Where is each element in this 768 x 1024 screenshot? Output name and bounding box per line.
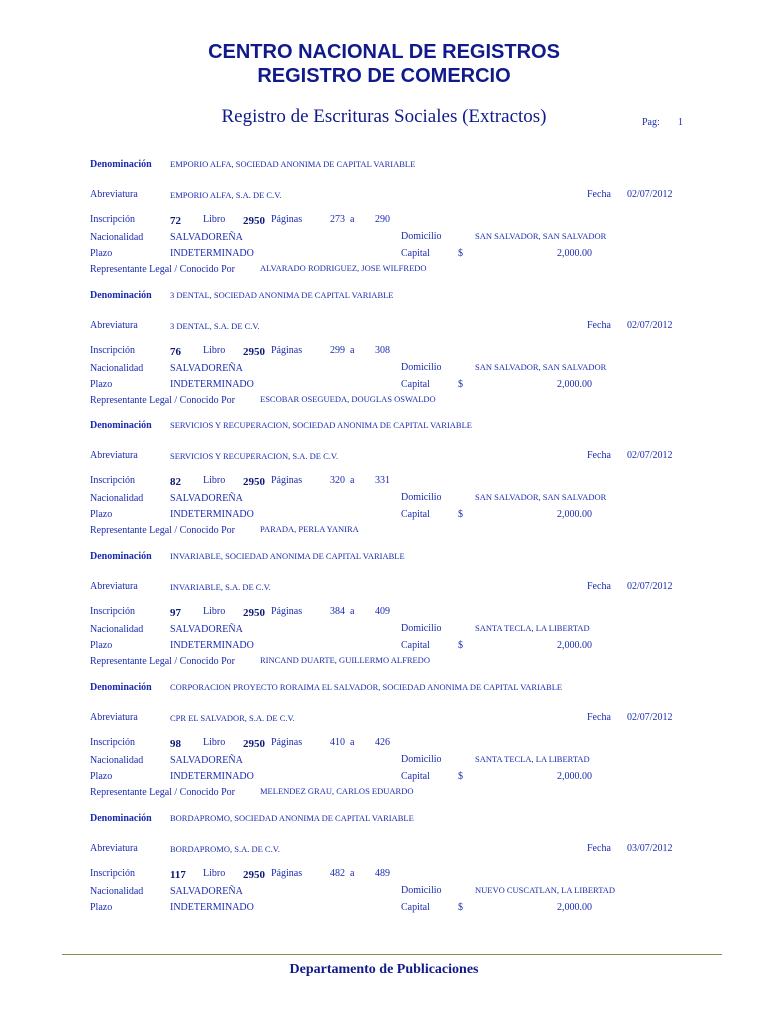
representante-label: Representante Legal / Conocido Por bbox=[90, 525, 235, 537]
denominacion-value: BORDAPROMO, SOCIEDAD ANONIMA DE CAPITAL VARIABLE bbox=[170, 812, 414, 823]
inscripcion-number: 98 bbox=[170, 737, 181, 750]
domicilio-label: Domicilio bbox=[401, 623, 442, 635]
domicilio-value: SANTA TECLA, LA LIBERTAD bbox=[475, 753, 590, 764]
fecha-value: 02/07/2012 bbox=[627, 450, 673, 462]
capital-value: 2,000.00 bbox=[557, 640, 592, 652]
capital-value: 2,000.00 bbox=[557, 248, 592, 259]
capital-label: Capital bbox=[401, 509, 430, 521]
fecha-value: 02/07/2012 bbox=[627, 711, 673, 723]
nacionalidad-label: Nacionalidad bbox=[90, 885, 144, 897]
libro-number: 2950 bbox=[243, 345, 265, 358]
pagina-desde: 273 bbox=[330, 214, 345, 225]
currency-symbol: $ bbox=[458, 901, 463, 913]
abreviatura-value: BORDAPROMO, S.A. DE C.V. bbox=[170, 843, 280, 854]
plazo-value: INDETERMINADO bbox=[170, 901, 254, 913]
domicilio-label: Domicilio bbox=[401, 492, 442, 504]
domicilio-value: SAN SALVADOR, SAN SALVADOR bbox=[475, 231, 607, 241]
abreviatura-label: Abreviatura bbox=[90, 581, 138, 593]
nacionalidad-label: Nacionalidad bbox=[90, 754, 144, 766]
fecha-label: Fecha bbox=[587, 319, 611, 331]
denominacion-value: SERVICIOS Y RECUPERACION, SOCIEDAD ANONIMA DE CAPITAL VARIABLE bbox=[170, 420, 472, 431]
libro-label: Libro bbox=[203, 736, 226, 748]
paginas-label: Páginas bbox=[271, 736, 303, 748]
pagina-a: a bbox=[350, 867, 355, 879]
capital-label: Capital bbox=[401, 248, 430, 259]
plazo-label: Plazo bbox=[90, 509, 113, 521]
plazo-label: Plazo bbox=[90, 770, 113, 782]
inscripcion-label: Inscripción bbox=[90, 214, 135, 225]
nacionalidad-value: SALVADOREÑA bbox=[170, 362, 243, 374]
nacionalidad-value: SALVADOREÑA bbox=[170, 493, 243, 505]
capital-value: 2,000.00 bbox=[557, 509, 592, 521]
denominacion-value: EMPORIO ALFA, SOCIEDAD ANONIMA DE CAPITAL VARIABLE bbox=[170, 159, 416, 169]
domicilio-value: NUEVO CUSCATLAN, LA LIBERTAD bbox=[475, 884, 616, 895]
abreviatura-value: INVARIABLE, S.A. DE C.V. bbox=[170, 582, 271, 593]
pagina-desde: 320 bbox=[330, 475, 345, 487]
currency-symbol: $ bbox=[458, 640, 463, 652]
pagina-hasta: 308 bbox=[375, 344, 390, 356]
currency-symbol: $ bbox=[458, 770, 463, 782]
fecha-value: 02/07/2012 bbox=[627, 319, 673, 331]
paginas-label: Páginas bbox=[271, 867, 303, 879]
libro-label: Libro bbox=[203, 867, 226, 879]
domicilio-label: Domicilio bbox=[401, 753, 442, 765]
libro-number: 2950 bbox=[243, 215, 265, 227]
plazo-value: INDETERMINADO bbox=[170, 378, 254, 390]
nacionalidad-value: SALVADOREÑA bbox=[170, 232, 243, 243]
paginas-label: Páginas bbox=[271, 606, 303, 618]
currency-symbol: $ bbox=[458, 248, 463, 259]
capital-label: Capital bbox=[401, 901, 430, 913]
fecha-label: Fecha bbox=[587, 581, 611, 593]
representante-value: ESCOBAR OSEGUEDA, DOUGLAS OSWALDO bbox=[260, 393, 436, 404]
paginas-label: Páginas bbox=[271, 475, 303, 487]
plazo-label: Plazo bbox=[90, 901, 113, 913]
fecha-value: 02/07/2012 bbox=[627, 581, 673, 593]
pagina-hasta: 290 bbox=[375, 214, 390, 225]
inscripcion-number: 117 bbox=[170, 868, 186, 881]
plazo-value: INDETERMINADO bbox=[170, 640, 254, 652]
denominacion-label: Denominación bbox=[90, 420, 152, 432]
plazo-label: Plazo bbox=[90, 248, 113, 259]
fecha-value: 02/07/2012 bbox=[627, 189, 673, 200]
nacionalidad-value: SALVADOREÑA bbox=[170, 754, 243, 766]
plazo-value: INDETERMINADO bbox=[170, 509, 254, 521]
denominacion-label: Denominación bbox=[90, 812, 152, 824]
capital-label: Capital bbox=[401, 770, 430, 782]
currency-symbol: $ bbox=[458, 509, 463, 521]
representante-label: Representante Legal / Conocido Por bbox=[90, 656, 235, 668]
pagina-hasta: 331 bbox=[375, 475, 390, 487]
pagina-a: a bbox=[350, 344, 355, 356]
denominacion-value: 3 DENTAL, SOCIEDAD ANONIMA DE CAPITAL VARIABLE bbox=[170, 289, 394, 300]
fecha-label: Fecha bbox=[587, 842, 611, 854]
inscripcion-number: 76 bbox=[170, 345, 181, 358]
abreviatura-label: Abreviatura bbox=[90, 189, 138, 200]
abreviatura-value: CPR EL SALVADOR, S.A. DE C.V. bbox=[170, 712, 295, 723]
pagina-hasta: 489 bbox=[375, 867, 390, 879]
libro-number: 2950 bbox=[243, 607, 265, 620]
libro-number: 2950 bbox=[243, 868, 265, 881]
nacionalidad-label: Nacionalidad bbox=[90, 624, 144, 636]
nacionalidad-value: SALVADOREÑA bbox=[170, 624, 243, 636]
nacionalidad-label: Nacionalidad bbox=[90, 493, 144, 505]
inscripcion-label: Inscripción bbox=[90, 736, 135, 748]
page-number: 1 bbox=[678, 117, 683, 128]
pagina-desde: 410 bbox=[330, 736, 345, 748]
abreviatura-value: EMPORIO ALFA, S.A. DE C.V. bbox=[170, 190, 282, 200]
fecha-label: Fecha bbox=[587, 450, 611, 462]
libro-label: Libro bbox=[203, 606, 226, 618]
representante-value: PARADA, PERLA YANIRA bbox=[260, 524, 359, 535]
inscripcion-label: Inscripción bbox=[90, 867, 135, 879]
fecha-value: 03/07/2012 bbox=[627, 842, 673, 854]
abreviatura-value: 3 DENTAL, S.A. DE C.V. bbox=[170, 320, 260, 331]
currency-symbol: $ bbox=[458, 378, 463, 390]
footer-title: Departamento de Publicaciones bbox=[289, 962, 479, 977]
denominacion-label: Denominación bbox=[90, 159, 152, 170]
inscripcion-label: Inscripción bbox=[90, 606, 135, 618]
inscripcion-label: Inscripción bbox=[90, 475, 135, 487]
representante-value: ALVARADO RODRIGUEZ, JOSE WILFREDO bbox=[260, 263, 427, 273]
page-label: Pag: bbox=[642, 117, 660, 128]
paginas-label: Páginas bbox=[271, 214, 303, 225]
pagina-desde: 384 bbox=[330, 606, 345, 618]
pagina-desde: 299 bbox=[330, 344, 345, 356]
domicilio-value: SANTA TECLA, LA LIBERTAD bbox=[475, 623, 590, 634]
header-line-1: CENTRO NACIONAL DE REGISTROS bbox=[208, 41, 560, 63]
header-line-2: REGISTRO DE COMERCIO bbox=[257, 65, 511, 87]
nacionalidad-value: SALVADOREÑA bbox=[170, 885, 243, 897]
domicilio-value: SAN SALVADOR, SAN SALVADOR bbox=[475, 361, 607, 372]
inscripcion-number: 72 bbox=[170, 215, 181, 227]
libro-label: Libro bbox=[203, 475, 226, 487]
capital-label: Capital bbox=[401, 378, 430, 390]
abreviatura-label: Abreviatura bbox=[90, 842, 138, 854]
document-subtitle: Registro de Escrituras Sociales (Extractos) bbox=[221, 106, 547, 127]
abreviatura-value: SERVICIOS Y RECUPERACION, S.A. DE C.V. bbox=[170, 451, 339, 462]
denominacion-label: Denominación bbox=[90, 681, 152, 693]
capital-value: 2,000.00 bbox=[557, 770, 592, 782]
pagina-hasta: 409 bbox=[375, 606, 390, 618]
pagina-a: a bbox=[350, 736, 355, 748]
nacionalidad-label: Nacionalidad bbox=[90, 362, 144, 374]
libro-label: Libro bbox=[203, 344, 226, 356]
capital-value: 2,000.00 bbox=[557, 901, 592, 913]
footer-divider bbox=[62, 954, 722, 955]
pagina-a: a bbox=[350, 214, 355, 225]
abreviatura-label: Abreviatura bbox=[90, 450, 138, 462]
nacionalidad-label: Nacionalidad bbox=[90, 232, 144, 243]
denominacion-value: INVARIABLE, SOCIEDAD ANONIMA DE CAPITAL VARIABLE bbox=[170, 551, 405, 562]
denominacion-label: Denominación bbox=[90, 551, 152, 563]
inscripcion-number: 82 bbox=[170, 476, 181, 489]
representante-value: MELENDEZ GRAU, CARLOS EDUARDO bbox=[260, 785, 414, 796]
representante-label: Representante Legal / Conocido Por bbox=[90, 786, 235, 798]
plazo-value: INDETERMINADO bbox=[170, 770, 254, 782]
plazo-value: INDETERMINADO bbox=[170, 248, 254, 259]
plazo-label: Plazo bbox=[90, 640, 113, 652]
representante-label: Representante Legal / Conocido Por bbox=[90, 264, 235, 275]
domicilio-value: SAN SALVADOR, SAN SALVADOR bbox=[475, 492, 607, 503]
representante-label: Representante Legal / Conocido Por bbox=[90, 394, 235, 406]
pagina-desde: 482 bbox=[330, 867, 345, 879]
capital-value: 2,000.00 bbox=[557, 378, 592, 390]
domicilio-label: Domicilio bbox=[401, 361, 442, 373]
libro-number: 2950 bbox=[243, 476, 265, 489]
domicilio-label: Domicilio bbox=[401, 231, 442, 242]
inscripcion-number: 97 bbox=[170, 607, 181, 620]
pagina-a: a bbox=[350, 606, 355, 618]
abreviatura-label: Abreviatura bbox=[90, 319, 138, 331]
fecha-label: Fecha bbox=[587, 189, 611, 200]
representante-value: RINCAND DUARTE, GUILLERMO ALFREDO bbox=[260, 655, 430, 666]
denominacion-label: Denominación bbox=[90, 289, 152, 301]
pagina-hasta: 426 bbox=[375, 736, 390, 748]
inscripcion-label: Inscripción bbox=[90, 344, 135, 356]
paginas-label: Páginas bbox=[271, 344, 303, 356]
abreviatura-label: Abreviatura bbox=[90, 711, 138, 723]
pagina-a: a bbox=[350, 475, 355, 487]
libro-number: 2950 bbox=[243, 737, 265, 750]
fecha-label: Fecha bbox=[587, 711, 611, 723]
denominacion-value: CORPORACION PROYECTO RORAIMA EL SALVADOR, SOCIEDAD ANONIMA DE CAPITAL VARIABLE bbox=[170, 681, 563, 692]
domicilio-label: Domicilio bbox=[401, 884, 442, 896]
plazo-label: Plazo bbox=[90, 378, 113, 390]
capital-label: Capital bbox=[401, 640, 430, 652]
libro-label: Libro bbox=[203, 214, 226, 225]
